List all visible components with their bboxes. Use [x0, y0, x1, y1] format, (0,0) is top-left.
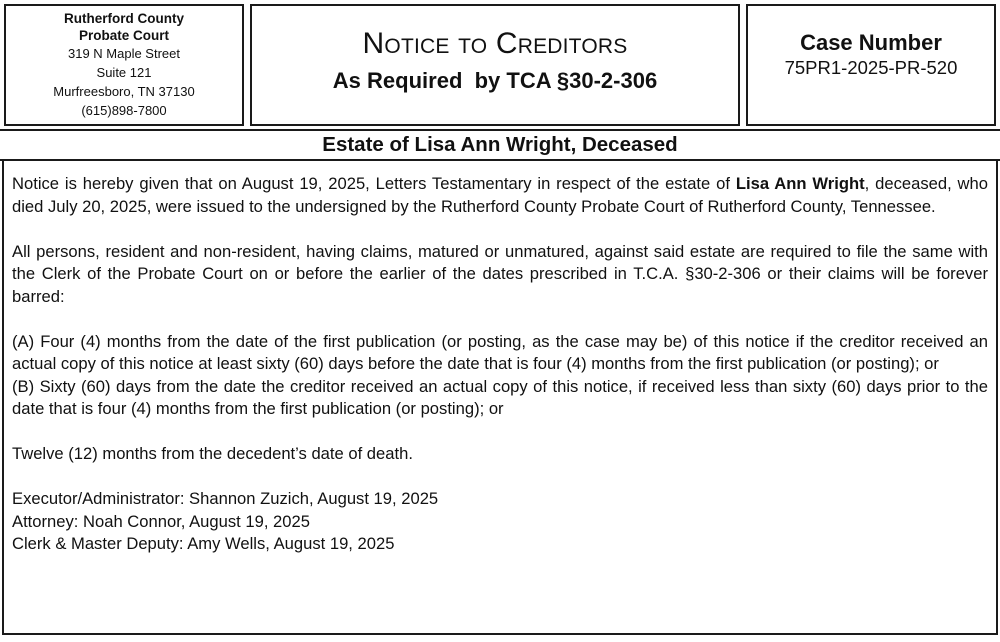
notice-paragraph-2: All persons, resident and non-resident, having claims, matured or unmatured, against said estate are required to file the same with the Clerk of the Probate Court on or before the earlier of the dates prescribed in T.C.A. §30-2-306 or their claims will be forever barred:: [12, 241, 988, 306]
court-suite: Suite 121: [96, 65, 152, 80]
claim-item-a: (A) Four (4) months from the date of the first publication (or posting, as the case may be) of this notice if the creditor received an actual copy of this notice at least sixty (60) days before the date that is four (4) months from the first publication (or posting); or: [12, 331, 988, 373]
notice-subtitle: As Required by TCA §30-2-306: [332, 68, 658, 93]
court-address-box: [4, 4, 244, 126]
case-number-value: 75PR1-2025-PR-520: [784, 57, 958, 78]
court-phone: (615)898-7800: [81, 103, 167, 118]
case-number-box: [746, 4, 996, 126]
clerk-signature: Clerk & Master Deputy: Amy Wells, August 19, 2025: [12, 534, 395, 553]
court-street: 319 N Maple Street: [67, 46, 180, 61]
claim-twelve-months: Twelve (12) months from the decedent’s date of death.: [12, 444, 413, 463]
claim-item-b: (B) Sixty (60) days from the date the creditor received an actual copy of this notice, if received less than sixty (60) days prior to the date that is four (4) months from the first publication (or posting); or: [12, 376, 988, 418]
decedent-name: Lisa Ann Wright: [735, 174, 865, 193]
attorney-signature: Attorney: Noah Connor, August 19, 2025: [12, 511, 310, 531]
case-number-label: Case Number: [800, 30, 942, 55]
court-city: Murfreesboro, TN 37130: [53, 84, 195, 99]
court-name-line1: Rutherford County: [64, 11, 184, 26]
court-name-line2: Probate Court: [78, 28, 169, 43]
executor-signature: Executor/Administrator: Shannon Zuzich, August 19, 2025: [12, 489, 439, 508]
notice-title-box: [250, 4, 740, 126]
p1-before: Notice is hereby given that on August 19, 2025, Letters Testamentary in respect of the estate of: [12, 174, 736, 193]
notice-body: [2, 161, 998, 635]
notice-title: Notice to Creditors: [362, 27, 628, 60]
notice-paragraph-1: [12, 173, 988, 218]
estate-heading: Estate of Lisa Ann Wright, Deceased: [0, 129, 1000, 161]
p1-after: , deceased, who died July 20, 2025, were issued to the undersigned by the Rutherford County Probate Court of Rutherford County, Tennessee.: [12, 174, 988, 216]
